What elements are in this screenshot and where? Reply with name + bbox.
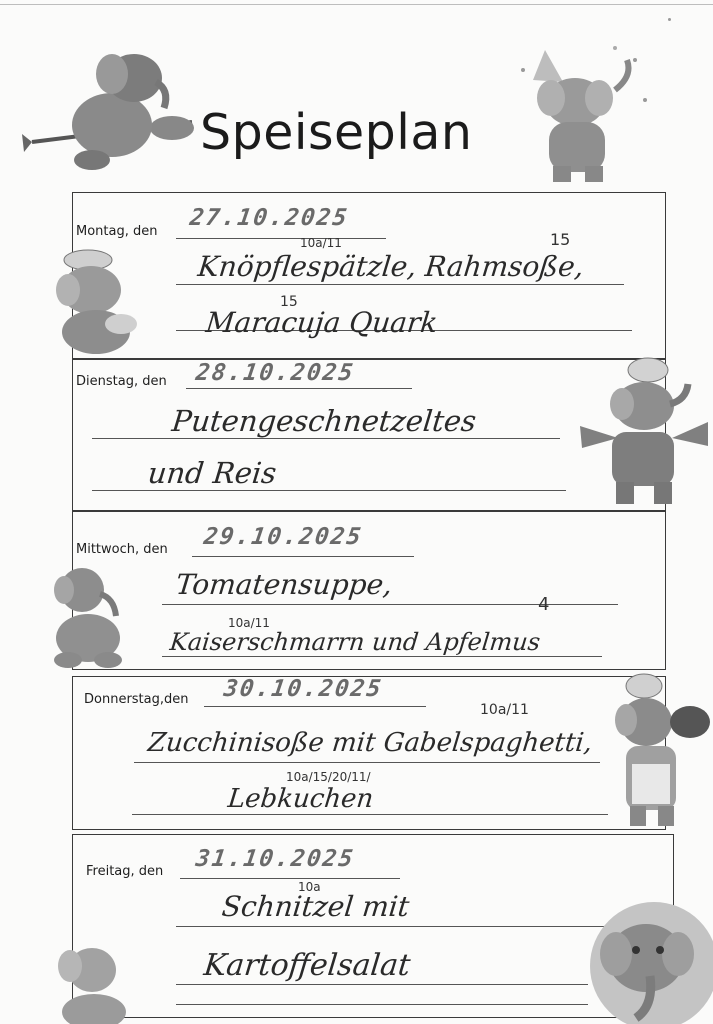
menu-line bbox=[176, 984, 588, 985]
menu-line bbox=[92, 438, 560, 439]
date-line-tuesday bbox=[186, 388, 412, 389]
chef-elephant-waving-icon bbox=[572, 352, 712, 507]
day-label-friday: Freitag, den bbox=[86, 864, 164, 879]
date-tuesday: 28.10.2025 bbox=[194, 360, 357, 386]
day-label-wednesday: Mittwoch, den bbox=[76, 542, 168, 557]
allergen-note: 15 bbox=[280, 294, 298, 310]
menu-line bbox=[132, 814, 608, 815]
allergen-note: 10a/11 bbox=[480, 702, 529, 718]
allergen-note: 10a/15/20/11/ bbox=[286, 770, 371, 784]
menu-text-line: Maracuja Quark bbox=[204, 306, 440, 339]
menu-text-line: Knöpflespätzle, Rahmsoße, bbox=[196, 250, 586, 283]
menu-text-line: Schnitzel mit bbox=[220, 890, 411, 923]
elephant-with-pot-icon bbox=[606, 668, 713, 830]
allergen-note: 15 bbox=[550, 230, 571, 249]
day-label-monday: Montag, den bbox=[76, 224, 158, 239]
menu-text-line: Kartoffelsalat bbox=[202, 948, 413, 983]
menu-text-line: und Reis bbox=[146, 456, 279, 490]
elephant-on-broom-icon bbox=[22, 30, 202, 180]
menu-text-line: Zucchinisoße mit Gabelspaghetti, bbox=[146, 728, 594, 758]
date-line-thursday bbox=[204, 706, 426, 707]
date-line-monday bbox=[176, 238, 386, 239]
allergen-note: 10a/11 bbox=[300, 236, 342, 250]
menu-line bbox=[162, 604, 618, 605]
sitting-elephant-icon bbox=[40, 936, 140, 1024]
day-label-thursday: Donnerstag,den bbox=[84, 692, 189, 707]
menu-text-line: Tomatensuppe, bbox=[174, 568, 394, 601]
party-elephant-icon bbox=[515, 40, 655, 185]
menu-line bbox=[92, 490, 566, 491]
menu-text-line: Putengeschnetzeltes bbox=[170, 404, 478, 438]
date-thursday: 30.10.2025 bbox=[222, 676, 385, 702]
menu-text-line: Kaiserschmarrn und Apfelmus bbox=[168, 628, 542, 656]
allergen-note: 4 bbox=[538, 594, 550, 615]
scan-speck bbox=[668, 18, 671, 21]
page-top-rule bbox=[0, 4, 713, 5]
chef-elephant-icon bbox=[46, 246, 146, 354]
allergen-note: 10a bbox=[298, 880, 321, 894]
menu-line bbox=[176, 1004, 588, 1005]
menu-line bbox=[176, 284, 624, 285]
menu-line bbox=[176, 926, 628, 927]
date-line-wednesday bbox=[192, 556, 414, 557]
menu-text-line: Lebkuchen bbox=[226, 784, 375, 814]
elephant-face-icon bbox=[586, 896, 713, 1024]
menu-line bbox=[162, 656, 602, 657]
date-monday: 27.10.2025 bbox=[188, 205, 351, 231]
date-wednesday: 29.10.2025 bbox=[202, 524, 365, 550]
date-friday: 31.10.2025 bbox=[194, 846, 357, 872]
day-label-tuesday: Dienstag, den bbox=[76, 374, 167, 389]
date-line-friday bbox=[180, 878, 400, 879]
allergen-note: 10a/11 bbox=[228, 616, 270, 630]
sitting-elephant-icon bbox=[48, 560, 132, 670]
page-title: Speiseplan bbox=[200, 104, 473, 161]
menu-line bbox=[134, 762, 600, 763]
